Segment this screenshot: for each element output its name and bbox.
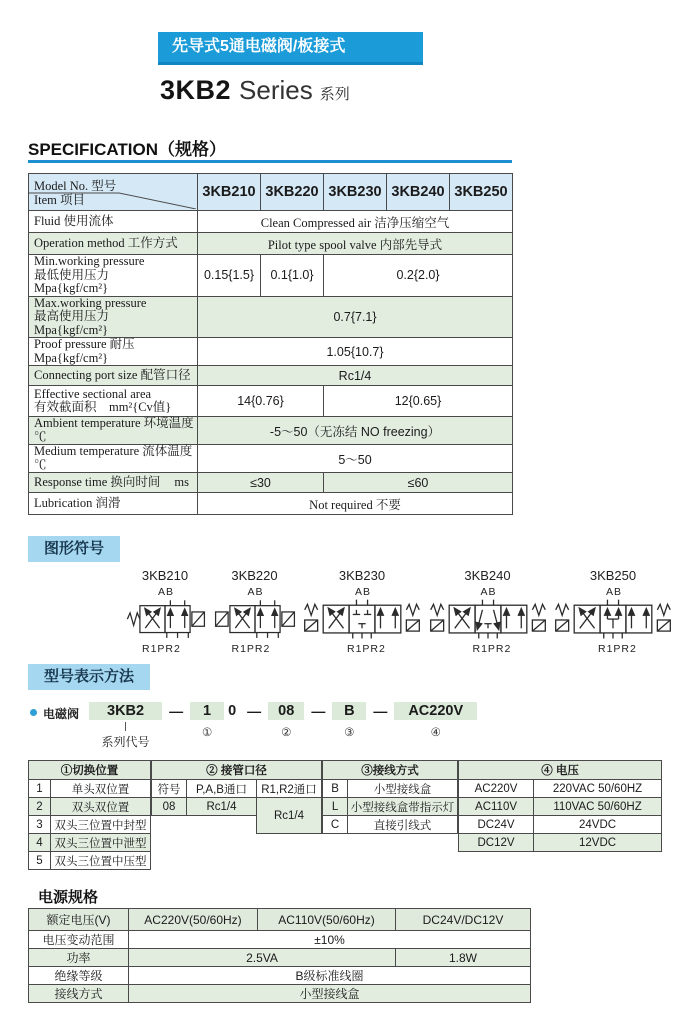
- port-label-ab: AB: [247, 586, 264, 598]
- symbol-model-label: 3KB230: [338, 568, 386, 583]
- power-col-header: 额定电压(V): [29, 909, 129, 931]
- model-column-header: 3KB210: [198, 174, 261, 211]
- row-label: Operation method 工作方式: [29, 233, 198, 255]
- designation-option-tables: [28, 760, 680, 870]
- port-label-r1pr2: R1PR2: [231, 643, 271, 655]
- symbol-model-label: 3KB220: [231, 568, 278, 583]
- power-row-value: 2.5VA: [129, 949, 396, 967]
- spec-row-proof-pressure: [29, 338, 513, 366]
- dash: —: [311, 703, 326, 719]
- option-code: 3: [29, 816, 51, 834]
- port-col-header: 符号: [152, 780, 187, 798]
- option-label: 双头双位置: [51, 798, 151, 816]
- row-label: Ambient temperature 环境温度 ℃: [29, 417, 198, 445]
- power-row-wattage: [29, 949, 531, 967]
- valve-symbol-3kb210: [122, 568, 208, 655]
- row-label: Min.working pressure 最低使用压力 Mpa{kgf/cm²}: [29, 255, 198, 297]
- solenoid-valve-label: 电磁阀: [43, 707, 80, 721]
- option-label: Rc1/4: [257, 798, 322, 834]
- power-spec-table: [28, 908, 531, 1003]
- option-label: 小型接线盒: [348, 780, 458, 798]
- option-label: 双头三位置中泄型: [51, 834, 151, 852]
- valve-schematic-icon: [552, 598, 674, 642]
- power-row-label: 功率: [29, 949, 129, 967]
- spec-row-response-time: [29, 473, 513, 493]
- power-row-wiring: [29, 985, 531, 1003]
- spec-row-min-pressure: [29, 255, 513, 297]
- row-value: Not required 不要: [198, 493, 513, 515]
- spec-row-sectional-area: [29, 386, 513, 417]
- corner-model-label: Model No. 型号: [34, 179, 117, 193]
- power-row-label: 接线方式: [29, 985, 129, 1003]
- series-title: [160, 75, 680, 109]
- specification-title: SPECIFICATION（规格）: [28, 140, 227, 159]
- spec-row-max-pressure: [29, 296, 513, 338]
- dash: —: [169, 703, 184, 719]
- port-label-ab: AB: [606, 586, 623, 598]
- dash: —: [373, 703, 388, 719]
- option-code: 4: [29, 834, 51, 852]
- port-label-ab: AB: [355, 586, 372, 598]
- model-column-header: 3KB220: [261, 174, 324, 211]
- option-code: B: [323, 780, 348, 798]
- valve-schematic-icon: [301, 598, 423, 642]
- option-code: DC12V: [459, 834, 534, 852]
- graphic-symbols-title: 图形符号: [28, 536, 120, 562]
- circle-2: ②: [281, 727, 292, 739]
- row-label: Proof pressure 耐压 Mpa{kgf/cm²}: [29, 338, 198, 366]
- page-banner: 先导式5通电磁阀/板接式: [158, 32, 423, 65]
- segment-series: [89, 702, 162, 750]
- valve-schematic-icon: [427, 598, 549, 642]
- wiring-header: ③接线方式: [323, 761, 458, 780]
- port-label-ab: AB: [480, 586, 497, 598]
- port-label-ab: AB: [158, 586, 175, 598]
- power-row-label: 绝缘等级: [29, 967, 129, 985]
- power-row-value: 1.8W: [396, 949, 531, 967]
- spec-row-fluid: [29, 211, 513, 233]
- port-col-header: R1,R2通口: [257, 780, 322, 798]
- segment-position-value: 1: [190, 702, 224, 720]
- option-code: DC24V: [459, 816, 534, 834]
- spec-row-ambient-temp: [29, 417, 513, 445]
- segment-port-value: 08: [268, 702, 304, 720]
- wiring-options-table: [322, 760, 458, 834]
- empty-cell: [152, 816, 257, 834]
- series-code-note: 系列代号: [101, 735, 150, 749]
- option-code: L: [323, 798, 348, 816]
- spec-corner-cell: [29, 174, 198, 211]
- row-value: 14{0.76}: [198, 386, 324, 417]
- segment-series-code: 3KB2: [89, 702, 162, 720]
- position-header: ①切换位置: [29, 761, 151, 780]
- power-spec-title: 电源规格: [38, 889, 99, 906]
- blue-rule: [28, 160, 512, 163]
- row-value: 1.05{10.7}: [198, 338, 513, 366]
- valve-symbol-3kb240: [427, 568, 549, 655]
- segment-port: [268, 702, 304, 739]
- row-label: Connecting port size 配管口径: [29, 366, 198, 386]
- bullet-icon: [30, 709, 37, 716]
- valve-symbol-3kb230: [301, 568, 423, 655]
- specification-table: [28, 173, 513, 515]
- valve-symbol-3kb220: [212, 568, 298, 655]
- option-code: 1: [29, 780, 51, 798]
- specification-section: [28, 135, 512, 515]
- symbol-model-label: 3KB250: [589, 568, 637, 583]
- voltage-header: ④ 电压: [459, 761, 662, 780]
- row-value: 0.2{2.0}: [324, 255, 513, 297]
- series-code: 3KB2: [160, 75, 232, 105]
- symbol-model-label: 3KB240: [464, 568, 511, 583]
- valve-symbol-3kb250: [552, 568, 674, 655]
- designation-title: 型号表示方法: [28, 664, 150, 690]
- option-label: 24VDC: [534, 816, 662, 834]
- row-value: 0.7{7.1}: [198, 296, 513, 338]
- valve-symbols-row: [122, 568, 674, 655]
- corner-item-label: Item 项目: [34, 193, 86, 207]
- port-size-header: ② 接管口径: [152, 761, 322, 780]
- circle-4: ④: [430, 727, 441, 739]
- port-col-header: P,A,B通口: [187, 780, 257, 798]
- series-suffix: 系列: [319, 86, 350, 103]
- row-value: 12{0.65}: [324, 386, 513, 417]
- segment-wiring: [332, 702, 366, 739]
- row-value: Pilot type spool valve 内部先导式: [198, 233, 513, 255]
- option-code: AC110V: [459, 798, 534, 816]
- segment-voltage-value: AC220V: [394, 702, 477, 720]
- option-label: 小型接线盒带指示灯: [348, 798, 458, 816]
- model-column-header: 3KB250: [450, 174, 513, 211]
- power-col-header: AC220V(50/60Hz): [129, 909, 258, 931]
- segment-zero-value: 0: [228, 703, 237, 719]
- power-row-voltage-range: [29, 931, 531, 949]
- power-header-row: [29, 909, 531, 931]
- row-value: Clean Compressed air 洁净压缩空气: [198, 211, 513, 233]
- power-col-header: AC110V(50/60Hz): [258, 909, 396, 931]
- option-label: 直接引线式: [348, 816, 458, 834]
- row-value: Rc1/4: [198, 366, 513, 386]
- power-row-value: 小型接线盒: [129, 985, 531, 1003]
- model-column-header: 3KB230: [324, 174, 387, 211]
- row-value: 5～50: [198, 445, 513, 473]
- series-word: Series: [239, 75, 313, 105]
- segment-wiring-value: B: [332, 702, 366, 720]
- segment-position: [190, 702, 224, 739]
- option-label: Rc1/4: [187, 798, 257, 816]
- model-number-line: [30, 702, 680, 750]
- port-size-table: [151, 760, 322, 834]
- option-code: 08: [152, 798, 187, 816]
- segment-voltage: [394, 702, 477, 739]
- row-value: 0.1{1.0}: [261, 255, 324, 297]
- option-label: 双头三位置中封型: [51, 816, 151, 834]
- option-code: 5: [29, 852, 51, 870]
- option-code: 2: [29, 798, 51, 816]
- tick-line: [125, 722, 126, 731]
- spec-row-port-size: [29, 366, 513, 386]
- spec-row-lubrication: [29, 493, 513, 515]
- power-row-value: ±10%: [129, 931, 531, 949]
- row-value: 0.15{1.5}: [198, 255, 261, 297]
- option-code: C: [323, 816, 348, 834]
- row-label: Response time 换向时间 ms: [29, 473, 198, 493]
- port-label-r1pr2: R1PR2: [347, 643, 386, 655]
- voltage-options-table: [458, 760, 662, 852]
- power-row-value: B级标准线圈: [129, 967, 531, 985]
- circle-3: ③: [344, 727, 355, 739]
- row-label: Max.working pressure 最高使用压力 Mpa{kgf/cm²}: [29, 296, 198, 338]
- row-label: Medium temperature 流体温度 ℃: [29, 445, 198, 473]
- option-code: AC220V: [459, 780, 534, 798]
- row-value: ≤60: [324, 473, 513, 493]
- port-label-r1pr2: R1PR2: [142, 643, 181, 655]
- circle-1: ①: [201, 727, 213, 739]
- position-options-table: [28, 760, 151, 870]
- spec-header-row: [29, 174, 513, 211]
- row-label: Lubrication 润滑: [29, 493, 198, 515]
- row-label: Effective sectional area 有效截面积 mm²{Cv值}: [29, 386, 198, 417]
- row-value: -5～50（无冻结 NO freezing）: [198, 417, 513, 445]
- option-label: 双头三位置中压型: [51, 852, 151, 870]
- power-row-label: 电压变动范围: [29, 931, 129, 949]
- option-label: 单头双位置: [51, 780, 151, 798]
- option-label: 220VAC 50/60HZ: [534, 780, 662, 798]
- symbol-model-label: 3KB210: [141, 568, 189, 583]
- port-label-r1pr2: R1PR2: [472, 643, 512, 655]
- dash: —: [247, 703, 262, 719]
- spec-row-medium-temp: [29, 445, 513, 473]
- power-col-header: DC24V/DC12V: [396, 909, 531, 931]
- option-label: 12VDC: [534, 834, 662, 852]
- valve-schematic-icon: [212, 598, 298, 642]
- model-column-header: 3KB240: [387, 174, 450, 211]
- port-label-r1pr2: R1PR2: [598, 643, 637, 655]
- spec-row-operation: [29, 233, 513, 255]
- row-value: ≤30: [198, 473, 324, 493]
- row-label: Fluid 使用流体: [29, 211, 198, 233]
- segment-zero: [224, 702, 240, 720]
- valve-schematic-icon: [122, 598, 208, 642]
- option-label: 110VAC 50/60HZ: [534, 798, 662, 816]
